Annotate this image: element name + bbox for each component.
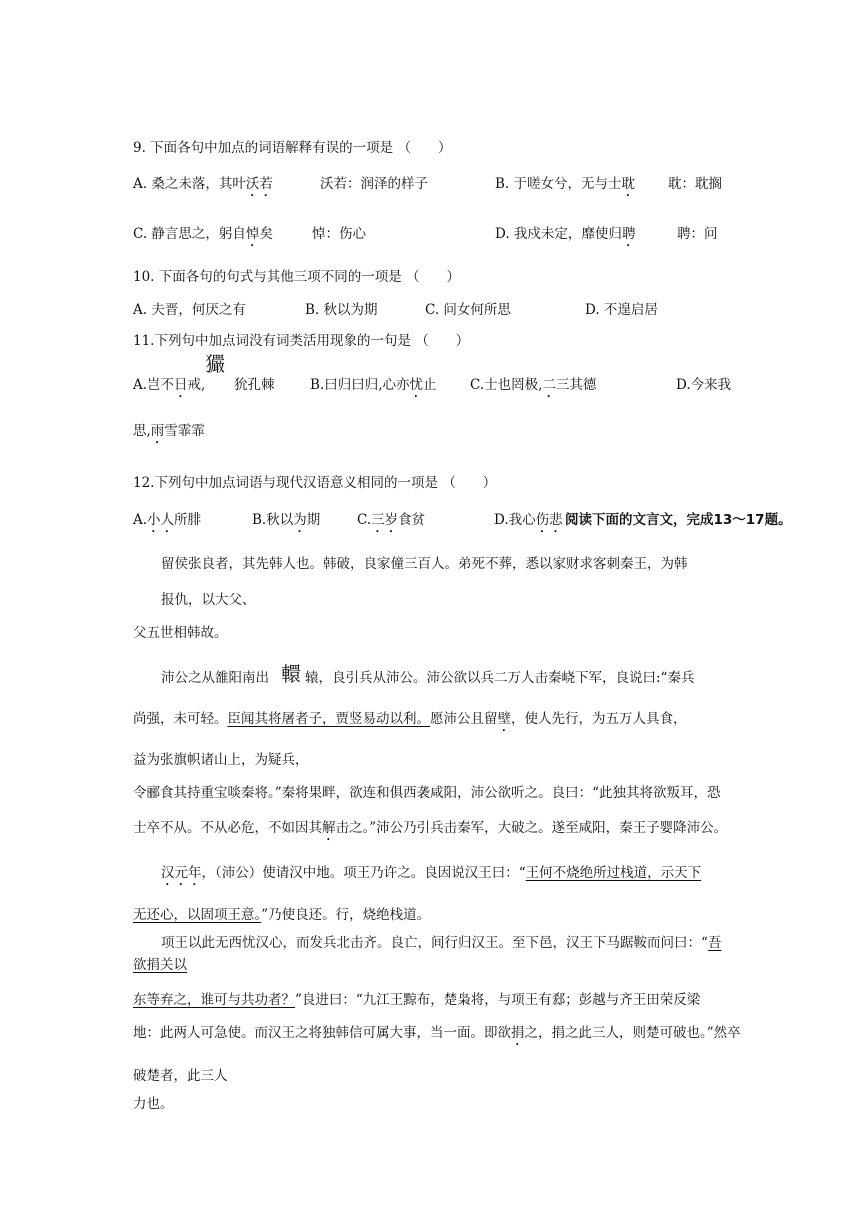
q12-option-a: A.小人所腓 <box>133 512 202 528</box>
q11-option-c: C.士也罔极,二三其德 <box>470 377 597 393</box>
passage-p1-line2: 报仇，以大父、 <box>161 592 256 608</box>
q11-d-dotted-word: 雨 <box>150 423 165 439</box>
q10-option-d: D. 不遑启居 <box>585 302 658 318</box>
q9-option-b-gloss: 耽：耽搁 <box>668 176 722 192</box>
q11-option-a: A.岂不日戒, <box>133 377 206 393</box>
q12-option-c: C.三岁食贫 <box>357 512 426 528</box>
passage-p4-line3: 东等弃之，谁可与共功者？”良进曰：“九江王黥布，楚枭将，与项王有郄；彭越与齐王田荣反梁 <box>133 992 701 1008</box>
q11-stem: 11.下列句中加点词没有词类活用现象的一句是 （ ） <box>133 333 470 349</box>
q11-c-dotted-word: 二 <box>542 377 556 393</box>
passage-p3-line2: 无还心，以固项王意。”乃使良还。行，烧绝栈道。 <box>133 907 431 923</box>
passage-underlined-sentence-3b: 欲捐关以 <box>133 957 187 973</box>
passage-underlined-sentence-2a: 王何不烧绝所过栈道，示天下 <box>525 865 702 881</box>
passage-dotted-word-jie: 解 <box>322 820 336 836</box>
q9-d-dotted-word: 聘 <box>621 226 636 242</box>
q9-a-dotted-word: 沃若 <box>245 176 273 192</box>
q9-option-d: D. 我戍未定，靡使归聘 <box>495 226 636 242</box>
passage-underlined-sentence-3c: 东等弃之，谁可与共功者？ <box>133 992 295 1008</box>
q10-option-b: B. 秋以为期 <box>305 302 378 318</box>
q9-stem: 9. 下面各句中加点的词语解释有误的一项是 （ ） <box>133 140 452 156</box>
q12-stem: 12.下列句中加点词语与现代汉语意义相同的一项是 （ ） <box>133 475 497 491</box>
q11-a-dotted-word: 日 <box>174 377 188 393</box>
q12-a-dotted-word: 小人 <box>147 512 175 528</box>
passage-p4-line4: 地：此两人可急使。而汉王之将独韩信可属大事，当一面。即欲捐之，捐之此三人，则楚可破也。”然卒 <box>133 1025 741 1041</box>
q11-option-b: B.曰归曰归,心亦忧止 <box>310 377 437 393</box>
passage-p4-line2 <box>133 955 187 975</box>
passage-p2-line4: 令郦食其持重宝啖秦将。”秦将果畔，欲连和俱西袭咸阳，沛公欲听之。良曰：“此独其将欲叛耳，恐 <box>133 785 721 801</box>
passage-underlined-sentence-2b: 无还心，以固项王意。 <box>133 907 262 923</box>
q9-option-c: C. 静言思之，躬自悼矣 <box>133 226 273 242</box>
q12-b-dotted-word: 为 <box>293 512 307 528</box>
q11-option-d: D.今来我 <box>676 377 732 393</box>
q10-option-c: C. 问女何所思 <box>425 302 511 318</box>
passage-p2-line2: 尚强，未可轻。臣闻其将屠者子，贾竖易动以利。愿沛公且留壁，使人先行，为五万人具食， <box>133 711 687 727</box>
q9-c-dotted-word: 悼 <box>245 226 260 242</box>
passage-dotted-word-han-yuan-nian: 汉元年 <box>161 865 202 881</box>
passage-p2-line3: 益为张旗帜诸山上，为疑兵， <box>133 752 309 768</box>
passage-dotted-word-juan: 捐 <box>511 1025 525 1041</box>
q12-d-dotted-word: 伤悲 <box>535 512 563 528</box>
q9-option-d-gloss: 聘：问 <box>677 226 718 242</box>
q11-option-d-line2: 思,雨雪霏霏 <box>133 423 205 439</box>
q10-option-a: A. 夫晋，何厌之有 <box>133 302 246 318</box>
q12-option-d: D.我心伤悲 <box>494 512 563 528</box>
q9-option-a-gloss: 沃若：润泽的样子 <box>320 176 428 192</box>
passage-p2-line5: 士卒不从。不从必危，不如因其解击之。”沛公乃引兵击秦军，大破之。遂至咸阳，秦王子婴降沛公。 <box>133 820 728 836</box>
q10-stem: 10. 下面各句的句式与其他三项不同的一项是 （ ） <box>133 269 461 285</box>
q11-rare-glyph: 玁 <box>205 352 225 376</box>
q9-option-b: B. 于嗟女兮，无与士耽 <box>495 176 636 192</box>
q11-option-a-tail: 狁孔棘 <box>234 377 275 393</box>
passage-p1-line3: 父五世相韩故。 <box>133 625 228 641</box>
q11-b-dotted-word: 忧 <box>409 377 424 393</box>
q12-option-b: B.秋以为期 <box>252 512 321 528</box>
passage-p2-line1-post: 辕，良引兵从沛公。沛公欲以兵二万人击秦峣下军，良说曰:“秦兵 <box>305 670 695 686</box>
q9-option-c-gloss: 悼：伤心 <box>312 226 366 242</box>
passage-p4-line6: 力也。 <box>133 1096 174 1112</box>
passage-p2-line1-pre: 沛公之从雒阳南出 <box>161 670 269 686</box>
q9-b-dotted-word: 耽 <box>621 176 636 192</box>
q12-c-dotted-word: 三岁 <box>371 512 399 528</box>
passage-p4-line1: 项王以此无西忧汉心，而发兵北击齐。良亡，间行归汉王。至下邑，汉王下马踞鞍而问曰：“吾 <box>161 935 722 951</box>
passage-underlined-sentence-3a: 吾 <box>707 935 722 951</box>
passage-rare-glyph: 轘 <box>281 662 301 686</box>
reading-instruction: 阅读下面的文言文，完成13～17题。 <box>565 512 792 528</box>
passage-p4-line5: 破楚者，此三人 <box>133 1068 228 1084</box>
passage-dotted-word-bi: 壁 <box>497 711 511 727</box>
passage-p1-line1: 留侯张良者，其先韩人也。韩破，良家僮三百人。弟死不葬，悉以家财求客刺秦王，为韩 <box>161 556 688 572</box>
passage-p3-line1: 汉元年，（沛公）使请汉中地。项王乃许之。良因说汉王曰：“王何不烧绝所过栈道，示天下 <box>161 865 702 881</box>
passage-underlined-sentence-1: 臣闻其将屠者子，贾竖易动以利。 <box>227 711 430 727</box>
q9-option-a: A. 桑之未落，其叶沃若 <box>133 176 273 192</box>
